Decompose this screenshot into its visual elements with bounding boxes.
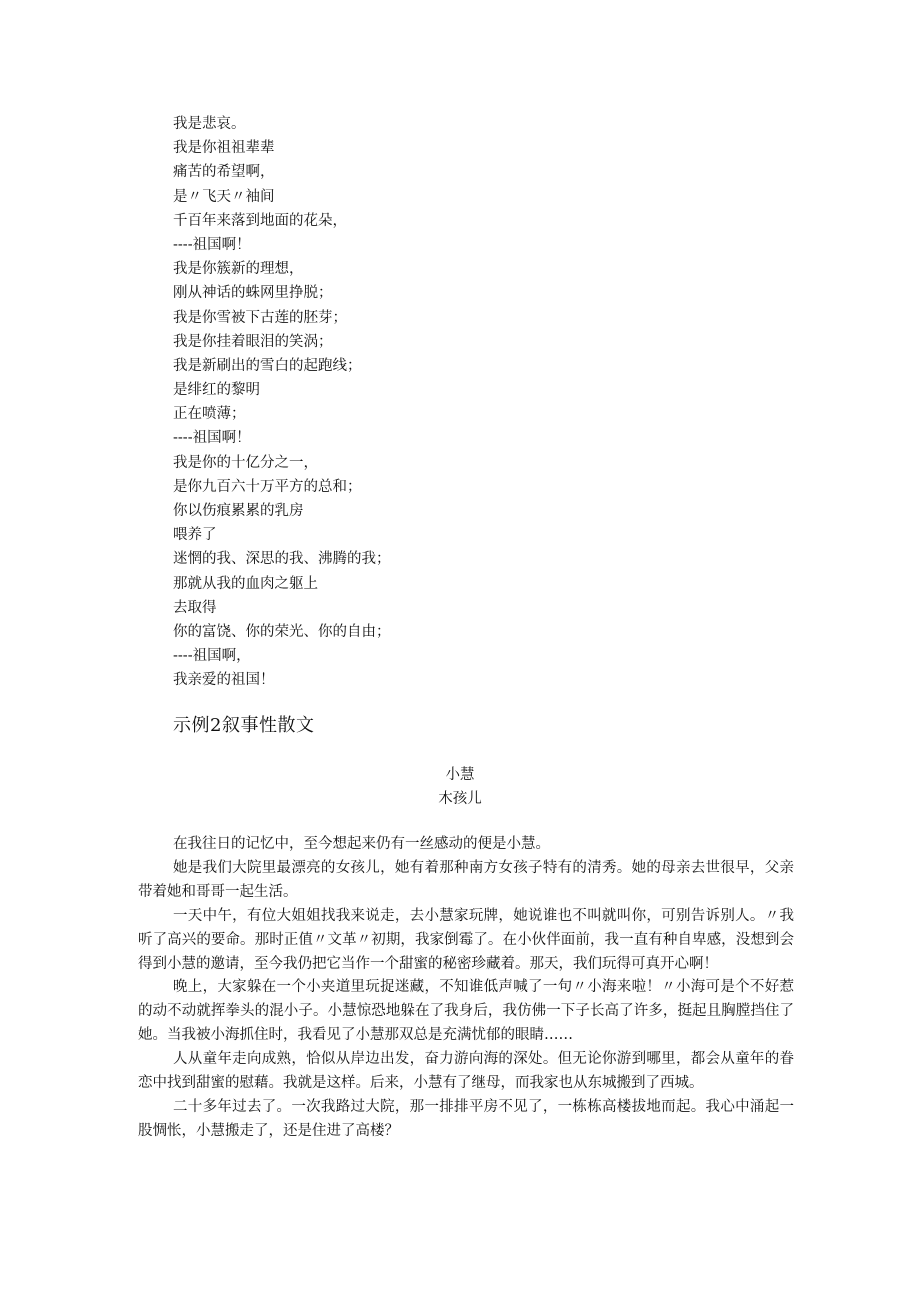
article-title: 小慧 [445, 767, 475, 783]
article-paragraph: 人从童年走向成熟，恰似从岸边出发，奋力游向海的深处。但无论你游到哪里，都会从童年的眷恋中找到甜蜜的慰藉。我就是这样。后来，小慧有了继母，而我家也从东城搬到了西城。 [138, 1051, 794, 1092]
poem-line: 迷惘的我、深思的我、沸腾的我； [173, 551, 391, 568]
poem-line: 我是你挂着眼泪的笑涡； [173, 333, 333, 350]
article-paragraph: 一天中午，有位大姐姐找我来说走，去小慧家玩牌，她说谁也不叫就叫你，可别告诉别人。〃我听了高兴的要命。那时正值〃文革〃初期，我家倒霉了。在小伙伴面前，我一直有种自卑感，没想到会得到小慧的邀请，至今我仍把它当作一个甜蜜的秘密珍藏着。那天，我们玩得可真开心啊！ [138, 907, 794, 972]
poem-line: 我是你的十亿分之一， [173, 454, 318, 471]
poem-line: 我是你簇新的理想， [173, 261, 304, 278]
poem-line: ----祖国啊， [173, 648, 251, 665]
section-heading: 示例2叙事性散文 [173, 715, 315, 736]
article-body [138, 833, 794, 1144]
article-paragraph: 二十多年过去了。一次我路过大院，那一排排平房不见了，一栋栋高楼拔地而起。我心中涌起一股惆怅，小慧搬走了，还是住进了高楼？ [138, 1098, 794, 1139]
poem-line: 千百年来落到地面的花朵， [173, 212, 347, 229]
poem-line: 我是你雪被下古莲的胚芽； [173, 309, 347, 326]
article-paragraph: 晚上，大家躲在一个小夹道里玩捉迷藏，不知谁低声喊了一句〃小海来啦！〃小海可是个不好惹的动不动就挥拳头的混小子。小慧惊恐地躲在了我身后，我仿佛一下子长高了许多，挺起且胸膛挡住了她。当我被小海抓住时，我看见了小慧那双总是充满忧郁的眼睛…… [138, 979, 794, 1044]
poem-line: 刚从神话的蛛网里挣脱； [173, 285, 333, 302]
poem-line: 是〃飞天〃袖间 [173, 188, 275, 205]
poem-line: 我亲爱的祖国！ [173, 672, 275, 689]
poem [173, 112, 391, 693]
poem-line: 那就从我的血肉之躯上 [173, 575, 318, 592]
poem-line: 正在喷薄； [173, 406, 246, 423]
poem-line: ----祖国啊！ [173, 236, 251, 253]
poem-line: 痛苦的希望啊， [173, 164, 275, 181]
poem-line: 是绯红的黎明 [173, 382, 260, 399]
poem-line: 喂养了 [173, 527, 217, 544]
poem-line: 是你九百六十万平方的总和； [173, 478, 362, 495]
poem-line: 你的富饶、你的荣光、你的自由； [173, 623, 391, 640]
article-paragraph: 在我往日的记忆中，至今想起来仍有一丝感动的便是小慧。 [173, 836, 550, 852]
article-author: 木孩儿 [438, 791, 482, 807]
poem-line: 去取得 [173, 599, 217, 616]
poem-line: 我是你祖祖辈辈 [173, 140, 275, 157]
poem-line: ----祖国啊！ [173, 430, 251, 447]
poem-line: 你以伤痕累累的乳房 [173, 503, 304, 519]
poem-line: 我是悲哀。 [173, 116, 246, 132]
poem-line: 我是新刷出的雪白的起跑线； [173, 357, 362, 374]
article-paragraph: 她是我们大院里最漂亮的女孩儿，她有着那种南方女孩子特有的清秀。她的母亲去世很早，父亲带着她和哥哥一起生活。 [138, 859, 794, 900]
